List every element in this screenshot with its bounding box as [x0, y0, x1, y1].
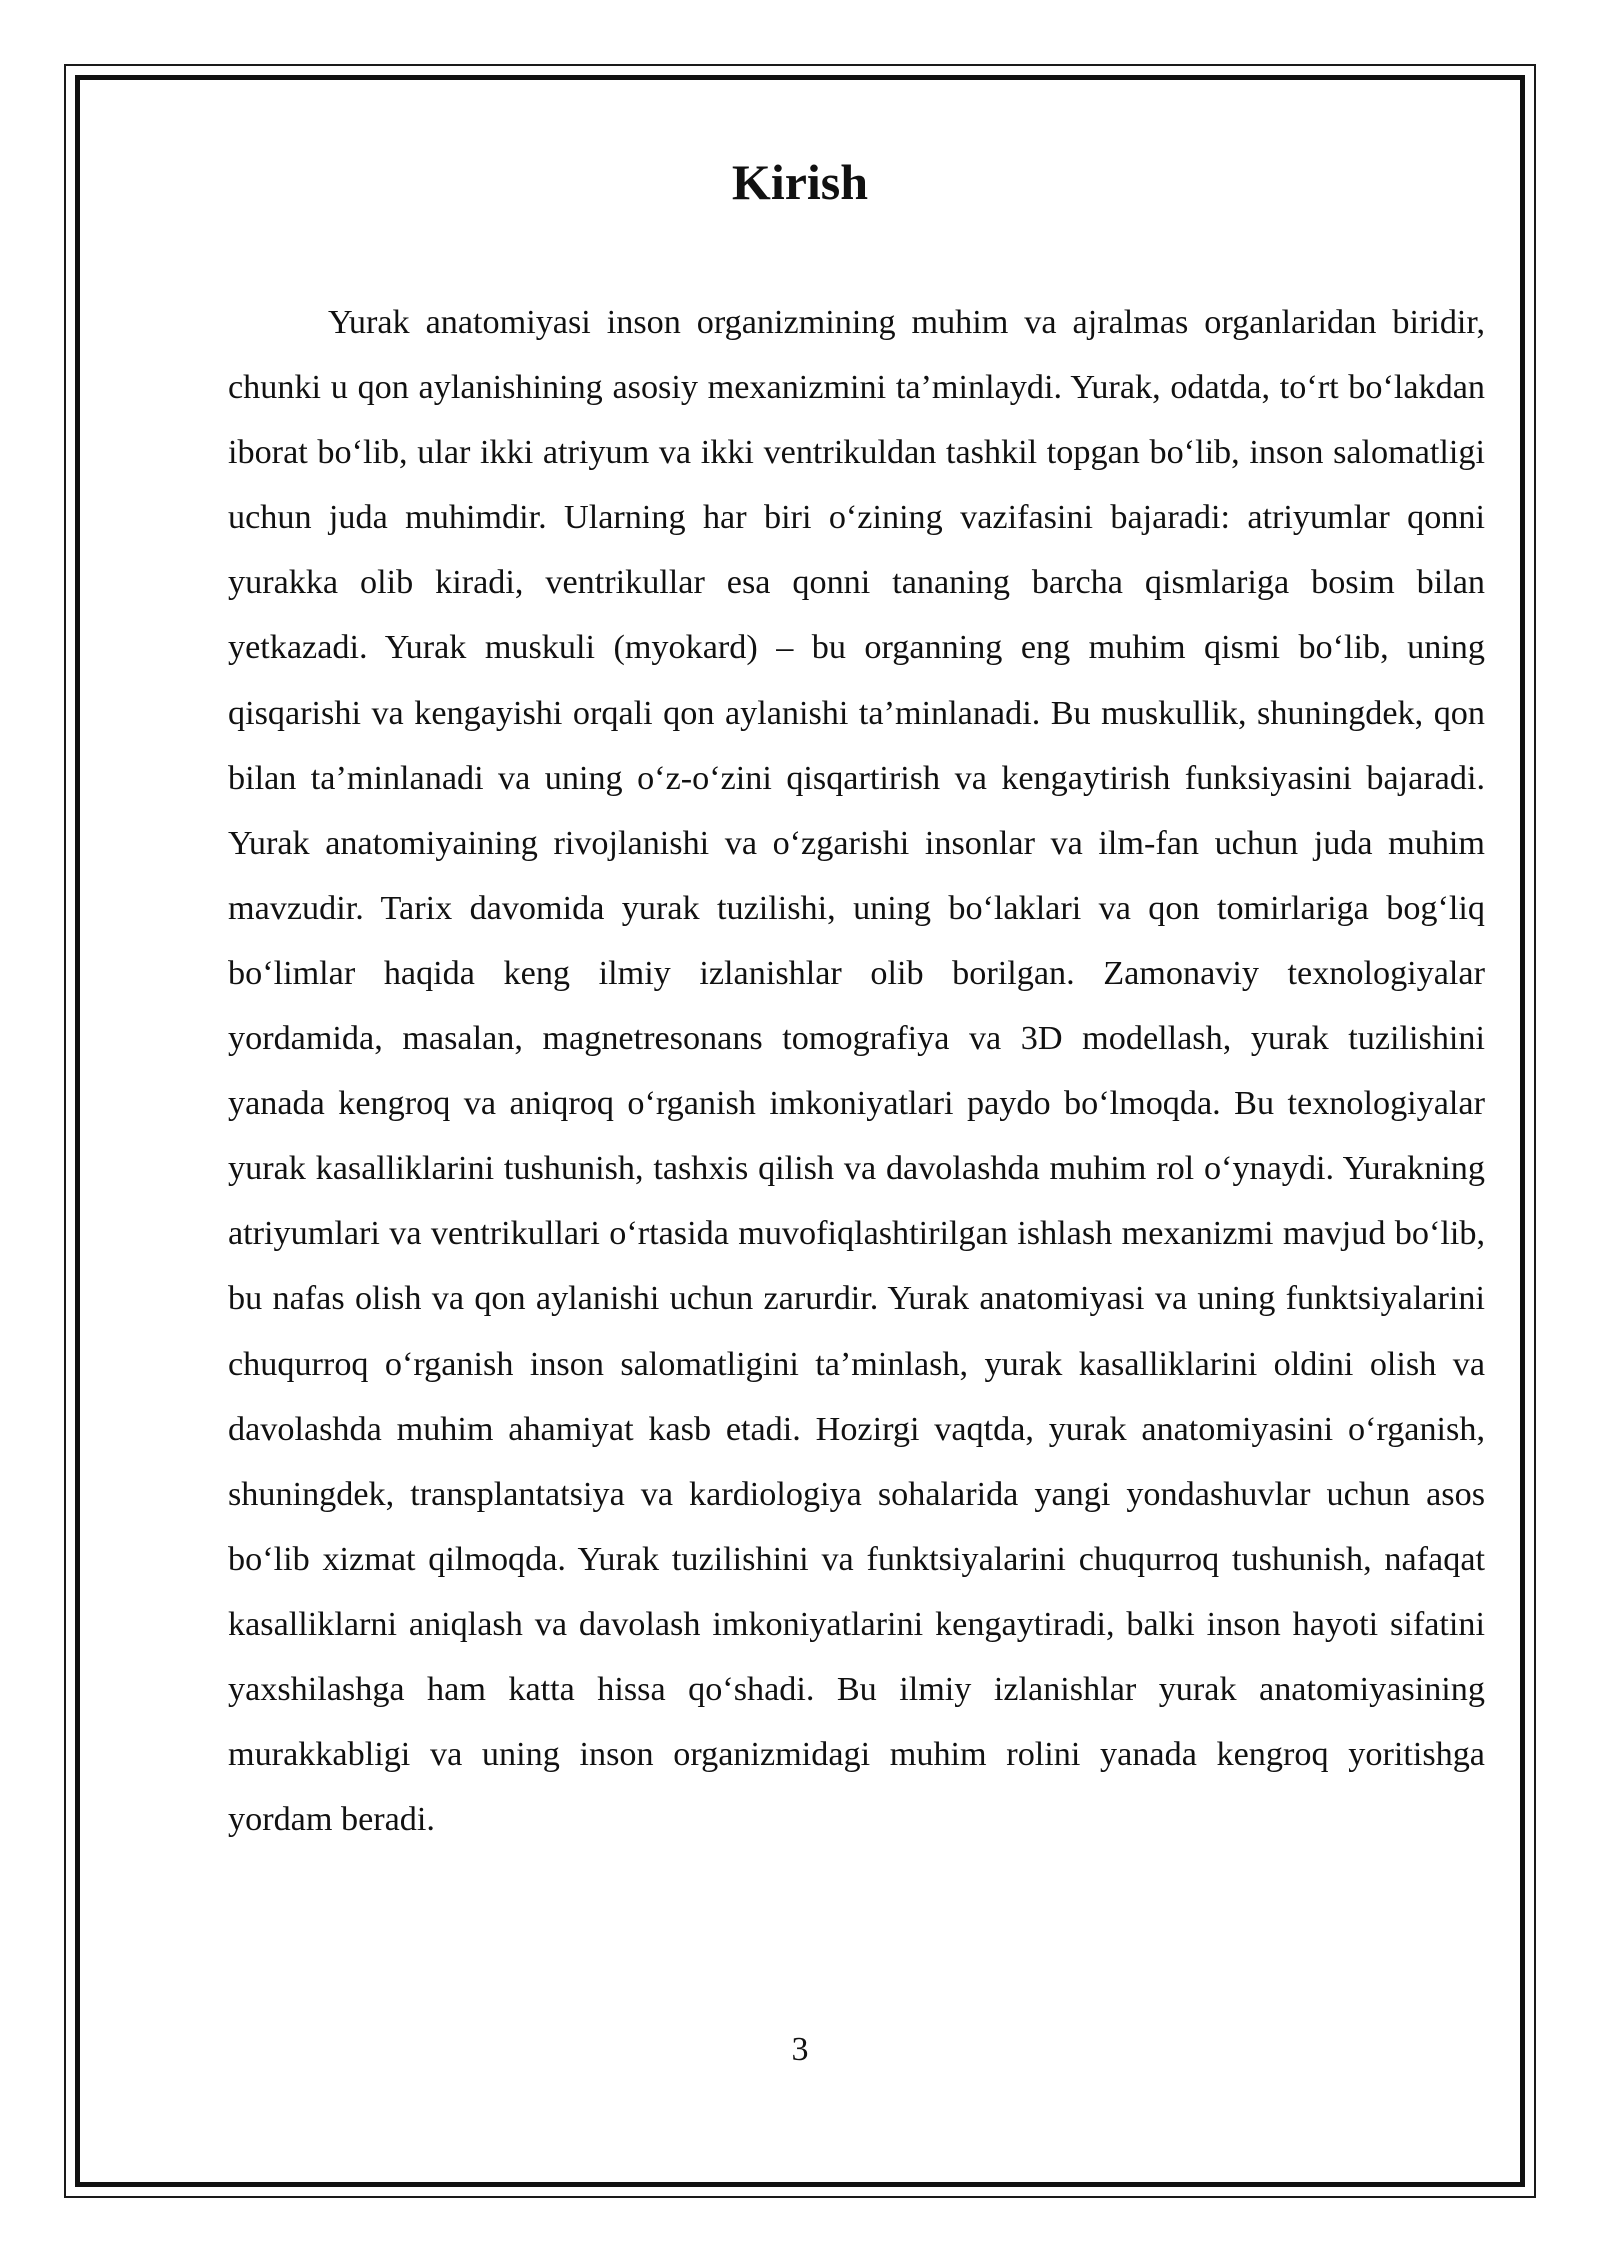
page-number: 3	[791, 2031, 809, 2068]
body-paragraph: Yurak anatomiyasi inson organizmining muhim va ajralmas organlaridan biridir, chunki u qon aylanishining asosiy mexanizmini ta’minlaydi. Yurak, odatda, to‘rt bo‘lakdan iborat bo‘lib, ular ikki atriyum va ikki ventrikuldan tashkil topgan bo‘lib, inson salomatligi uchun juda muhimdir. Ularning har biri o‘zining vazifasini bajaradi: atriyumlar qonni yurakka olib kiradi, ventrikullar esa qonni tananing barcha qismlariga bosim bilan yetkazadi. Yurak muskuli (myokard) – bu organning eng muhim qismi bo‘lib, uning qisqarishi va kengayishi orqali qon aylanishi ta’minlanadi. Bu muskullik, shuningdek, qon bilan ta’minlanadi va uning o‘z-o‘zini qisqartirish va kengaytirish funksiyasini bajaradi. Yurak anatomiyaining rivojlanishi va o‘zgarishi insonlar va ilm-fan uchun juda muhim mavzudir. Tarix davomida yurak tuzilishi, uning bo‘laklari va qon tomirlariga bog‘liq bo‘limlar haqida keng ilmiy izlanishlar olib borilgan. Zamonaviy texnologiyalar yordamida, masalan, magnetresonans tomografiya va 3D modellash, yurak tuzilishini yanada kengroq va aniqroq o‘rganish imkoniyatlari paydo bo‘lmoqda. Bu texnologiyalar yurak kasalliklarini tushunish, tashxis qilish va davolashda muhim rol o‘ynaydi. Yurakning atriyumlari va ventrikullari o‘rtasida muvofiqlashtirilgan ishlash mexanizmi mavjud bo‘lib, bu nafas olish va qon aylanishi uchun zarurdir. Yurak anatomiyasi va uning funktsiyalarini chuqurroq o‘rganish inson salomatligini ta’minlash, yurak kasalliklarini oldini olish va davolashda muhim ahamiyat kasb etadi. Hozirgi vaqtda, yurak anatomiyasini o‘rganish, shuningdek, transplantatsiya va kardiologiya sohalarida yangi yondashuvlar uchun asos bo‘lib xizmat qilmoqda. Yurak tuzilishini va funktsiyalarini chuqurroq tushunish, nafaqat kasalliklarni aniqlash va davolash imkoniyatlarini kengaytiradi, balki inson hayoti sifatini yaxshilashga ham katta hissa qo‘shadi. Bu ilmiy izlanishlar yurak anatomiyasining murakkabligi va uning inson organizmidagi muhim rolini yanada kengroq yoritishga yordam beradi.	[228, 304, 1485, 1839]
page-title: Kirish	[731, 154, 869, 210]
